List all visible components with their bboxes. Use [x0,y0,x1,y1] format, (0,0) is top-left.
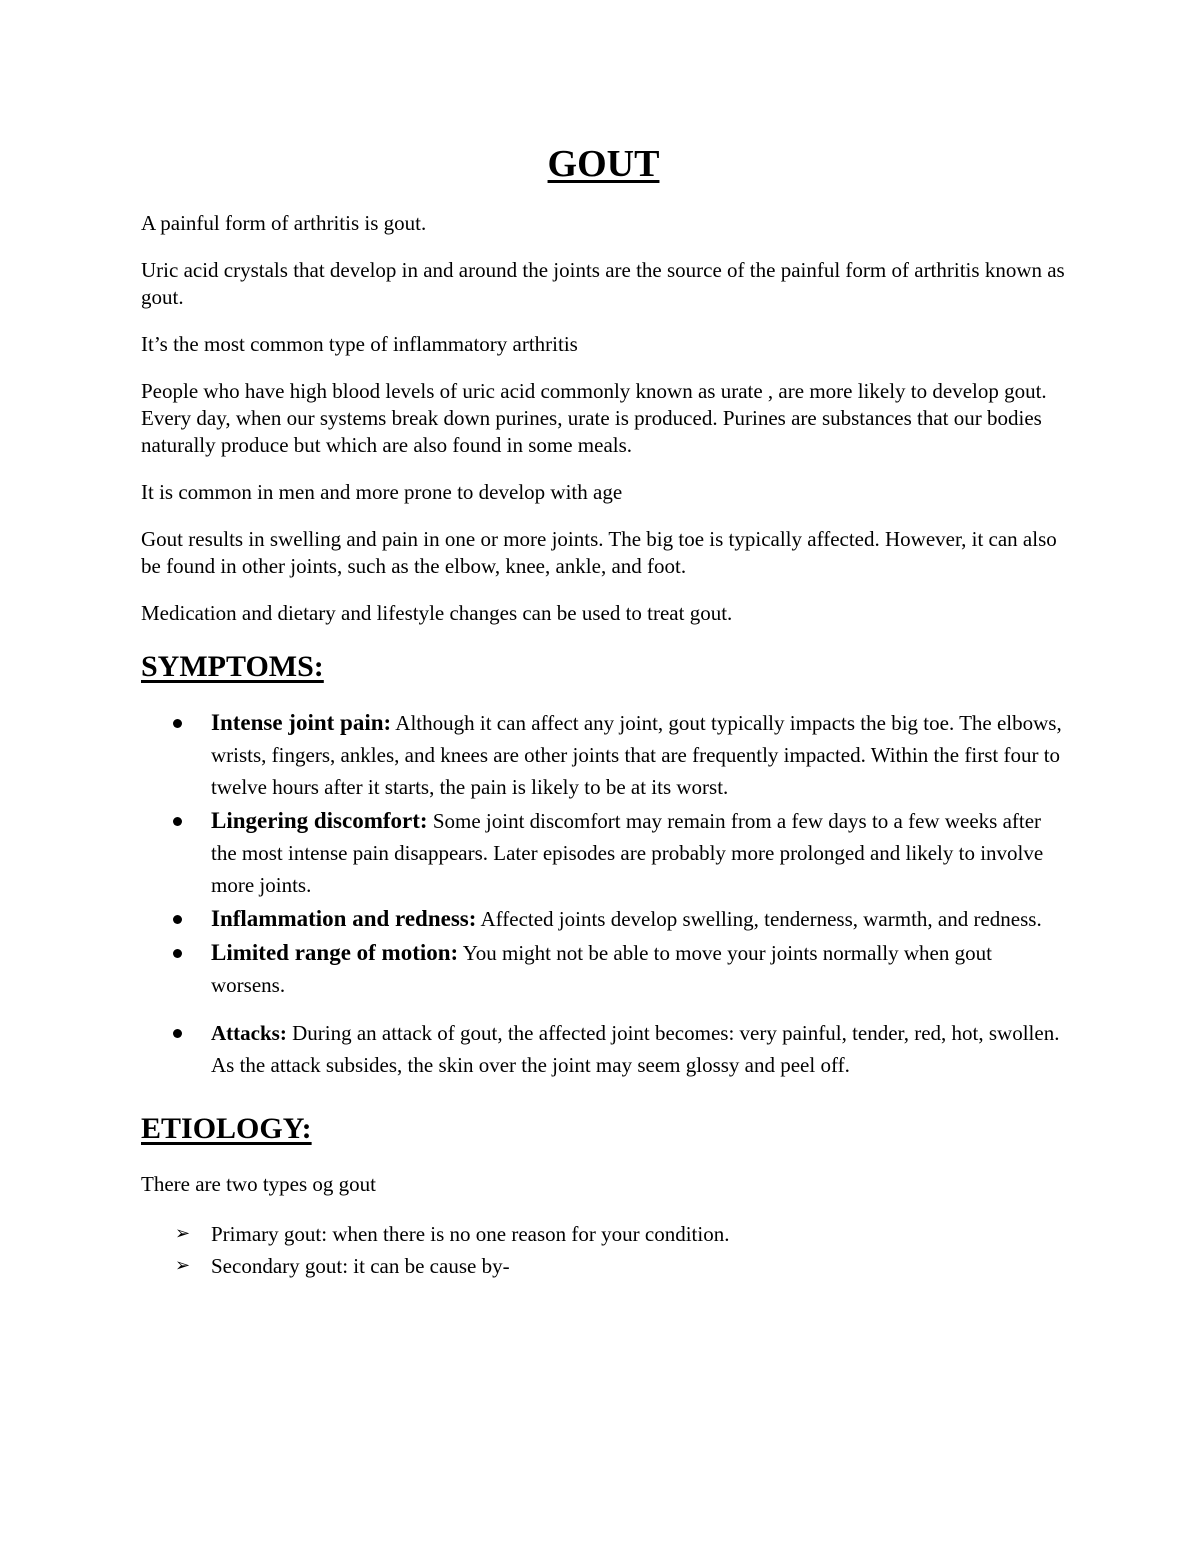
symptom-item [141,1017,1066,1081]
symptom-item [141,707,1066,803]
bullet-icon [173,719,182,728]
intro-paragraph: It is common in men and more prone to develop with age [141,480,623,504]
bullet-icon [173,949,182,958]
bullet-icon [173,1029,182,1038]
intro-paragraph: Medication and dietary and lifestyle changes can be used to treat gout. [141,601,733,625]
etiology-intro: There are two types og gout [141,1172,377,1196]
etiology-item [141,1218,1066,1250]
bullet-icon [173,817,182,826]
symptom-item [141,805,1066,901]
symptoms-list [141,707,1066,1081]
symptoms-heading: SYMPTOMS: [141,650,324,683]
document-page [141,140,1066,1282]
document-title: GOUT [547,143,660,185]
symptom-text: Affected joints develop swelling, tenderness, warmth, and redness. [476,907,1042,931]
symptom-text: Although it can affect any joint, gout typically impacts the big toe. The elbows, wrists, fingers, ankles, and knees are other joints that are frequently impacted. Within the first four to twelve hours after it starts, the pain is likely to be at its worst. [211,711,1062,799]
intro-paragraph: A painful form of arthritis is gout. [141,211,427,235]
arrow-bullet-icon: ➢ [175,1255,191,1276]
symptom-text: Some joint discomfort may remain from a few days to a few weeks after the most intense pain disappears. Later episodes are probably more prolonged and likely to involve more joints. [211,809,1044,897]
symptom-text: You might not be able to move your joints normally when gout worsens. [211,941,992,997]
symptom-term: Attacks: [211,1021,287,1045]
etiology-item-text: Primary gout: when there is no one reason for your condition. [211,1222,730,1246]
intro-paragraph: People who have high blood levels of uric acid commonly known as urate , are more likely to develop gout. Every day, when our systems break down purines, urate is produced. Purines are substances that our bodies naturally produce but which are also found in some meals. [141,379,1047,457]
intro-paragraph: Uric acid crystals that develop in and around the joints are the source of the painful form of arthritis known as gout. [141,258,1065,309]
etiology-list [141,1218,1066,1282]
symptom-term: Intense joint pain: [211,710,392,735]
etiology-item-text: Secondary gout: it can be cause by- [211,1254,510,1278]
bullet-icon [173,915,182,924]
etiology-item [141,1250,1066,1282]
etiology-heading: ETIOLOGY: [141,1112,312,1145]
symptom-item [141,903,1066,935]
symptom-text: During an attack of gout, the affected joint becomes: very painful, tender, red, hot, swollen. [286,1021,1060,1045]
symptom-term: Limited range of motion: [211,940,459,965]
symptom-term: Lingering discomfort: [211,808,428,833]
symptom-text-continued: As the attack subsides, the skin over the joint may seem glossy and peel off. [211,1053,850,1077]
symptom-term: Inflammation and redness: [211,906,477,931]
intro-paragraph: Gout results in swelling and pain in one or more joints. The big toe is typically affected. However, it can also be found in other joints, such as the elbow, knee, ankle, and foot. [141,527,1057,578]
intro-paragraph: It’s the most common type of inflammatory arthritis [141,332,578,356]
symptom-item [141,937,1066,1001]
arrow-bullet-icon: ➢ [175,1223,191,1244]
